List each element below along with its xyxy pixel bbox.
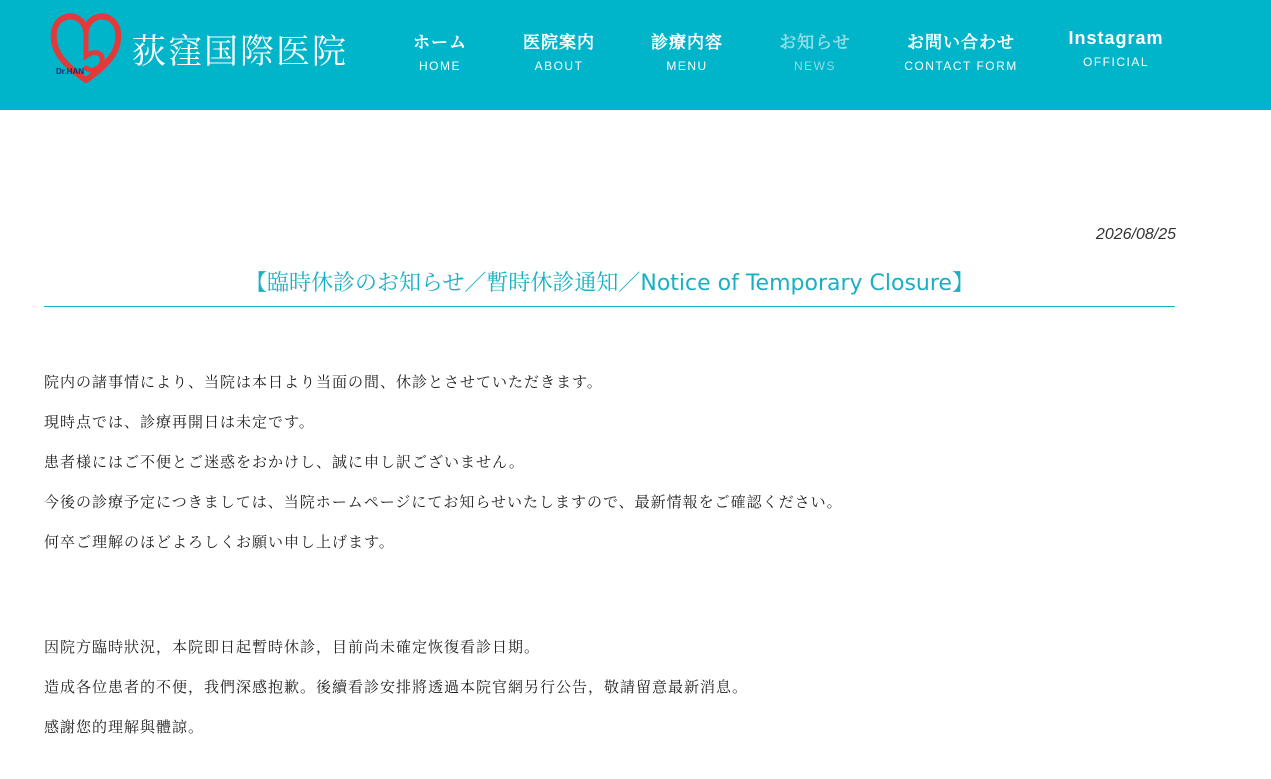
nav-item-home[interactable] xyxy=(410,28,470,73)
nav-label-ja: お知らせ xyxy=(779,33,851,53)
ja-paragraph: 患者様にはご不便とご迷惑をおかけし、誠に申し訳ございません。 xyxy=(44,453,525,471)
nav-label-ja: Instagram xyxy=(1068,28,1164,48)
zh-paragraph: 造成各位患者的不便，我們深感抱歉。後續看診安排將透過本院官網另行公告，敬請留意最新消息。 xyxy=(44,678,749,696)
nav-label-en: MENU xyxy=(666,59,708,73)
main-nav xyxy=(0,28,1271,88)
nav-item-about[interactable] xyxy=(519,28,599,73)
nav-item-menu[interactable] xyxy=(647,28,727,73)
nav-label-en: HOME xyxy=(419,59,461,73)
ja-paragraph: 何卒ご理解のほどよろしくお願い申し上げます。 xyxy=(44,533,395,551)
nav-label-en: OFFICIAL xyxy=(1082,55,1149,69)
nav-label-ja: ホーム xyxy=(413,33,467,53)
ja-paragraph: 今後の診療予定につきましては、当院ホームページにてお知らせいたしますので、最新情報をご確認ください。 xyxy=(44,493,843,511)
nav-item-instagram[interactable] xyxy=(1066,28,1166,69)
zh-paragraph: 因院方臨時狀況，本院即日起暫時休診，目前尚未確定恢復看診日期。 xyxy=(44,638,541,656)
nav-label-en: CONTACT FORM xyxy=(904,59,1018,73)
post-title: 【臨時休診のお知らせ／暫時休診通知／Notice of Temporary Closure】 xyxy=(245,271,974,296)
nav-label-en: ABOUT xyxy=(534,59,584,73)
post-date: 2026/08/25 xyxy=(1095,226,1176,243)
zh-paragraph: 感謝您的理解與體諒。 xyxy=(44,718,205,736)
nav-label-ja: お問い合わせ xyxy=(907,33,1015,53)
logo-caption: Dr.HAN xyxy=(56,67,85,76)
nav-item-news[interactable] xyxy=(775,28,855,73)
ja-paragraph: 現時点では、診療再開日は未定です。 xyxy=(44,413,315,431)
nav-item-contact[interactable] xyxy=(900,28,1022,73)
ja-paragraph: 院内の諸事情により、当院は本日より当面の間、休診とさせていただきます。 xyxy=(44,373,603,391)
title-divider xyxy=(44,306,1175,307)
clinic-name: 荻窪国際医院 xyxy=(132,32,348,72)
nav-label-en: NEWS xyxy=(794,59,836,73)
site-header xyxy=(0,0,1271,110)
nav-label-ja: 医院案内 xyxy=(523,33,595,53)
nav-label-ja: 診療内容 xyxy=(651,33,723,53)
